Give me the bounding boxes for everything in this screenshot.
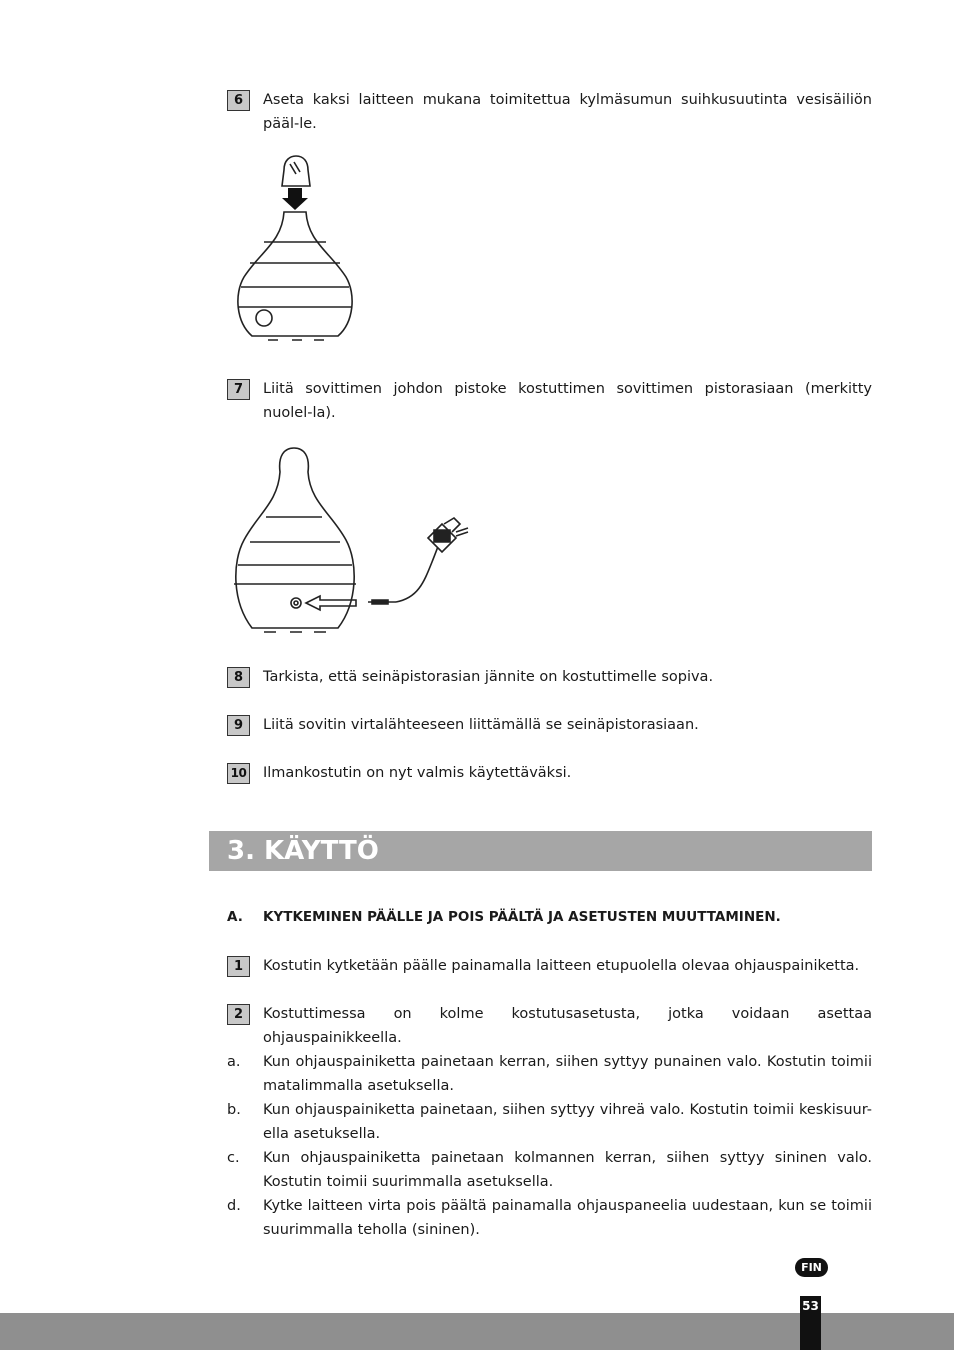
step-number-7: 7 [227,379,250,400]
step-8-text: Tarkista, että seinäpistorasian jännite on kostuttimelle sopiva. [263,669,714,685]
step-number-1: 1 [227,956,250,977]
list-letter-a: a. [227,1054,241,1070]
step-10-text: Ilmankostutin on nyt valmis käytettäväksi. [263,765,572,781]
step-number-9: 9 [227,715,250,736]
list-item-c: Kun ohjauspainiketta painetaan kolmannen kerran, siihen syttyy sininen valo. Kostutin toimii suurimmalla asetuksella. [263,1150,872,1190]
step-number-6: 6 [227,90,250,111]
section-header-bar [209,831,872,871]
section-title: 3. KÄYTTÖ [227,836,379,866]
list-letter-c: c. [227,1150,240,1166]
humidifier-nozzle-illustration [230,152,360,348]
list-item-d: Kytke laitteen virta pois päältä painamalla ohjauspaneelia uudestaan, kun se toimii suurimmalla teholla (sininen). [263,1198,872,1238]
page-number: 53 [800,1296,821,1350]
language-badge: FIN [795,1258,828,1277]
list-letter-d: d. [227,1198,241,1214]
subsection-title: KYTKEMINEN PÄÄLLE JA POIS PÄÄLTÄ JA ASETUSTEN MUUTTAMINEN. [263,909,781,925]
step-number-10: 10 [227,763,250,784]
step-2-text: Kostuttimessa on kolme kostutusasetusta, jotka voidaan asettaa ohjauspainikkeella. [263,1006,872,1046]
list-item-b: Kun ohjauspainiketta painetaan, siihen syttyy vihreä valo. Kostutin toimii keskisuur-ella asetuksella. [263,1102,872,1142]
list-item-a: Kun ohjauspainiketta painetaan kerran, siihen syttyy punainen valo. Kostutin toimii matalimmalla asetuksella. [263,1054,872,1094]
list-letter-b: b. [227,1102,241,1118]
step-number-8: 8 [227,667,250,688]
step-number-2: 2 [227,1004,250,1025]
subsection-letter: A. [227,909,243,925]
humidifier-adapter-illustration [228,442,478,638]
step-6-text: Aseta kaksi laitteen mukana toimitettua kylmäsumun suihkusuutinta vesisäiliön pääl-le. [263,92,872,132]
step-9-text: Liitä sovitin virtalähteeseen liittämällä se seinäpistorasiaan. [263,717,699,733]
step-1-text: Kostutin kytketään päälle painamalla laitteen etupuolella olevaa ohjauspainiketta. [263,958,860,974]
step-7-text: Liitä sovittimen johdon pistoke kostuttimen sovittimen pistorasiaan (merkitty nuolel-la). [263,381,872,421]
